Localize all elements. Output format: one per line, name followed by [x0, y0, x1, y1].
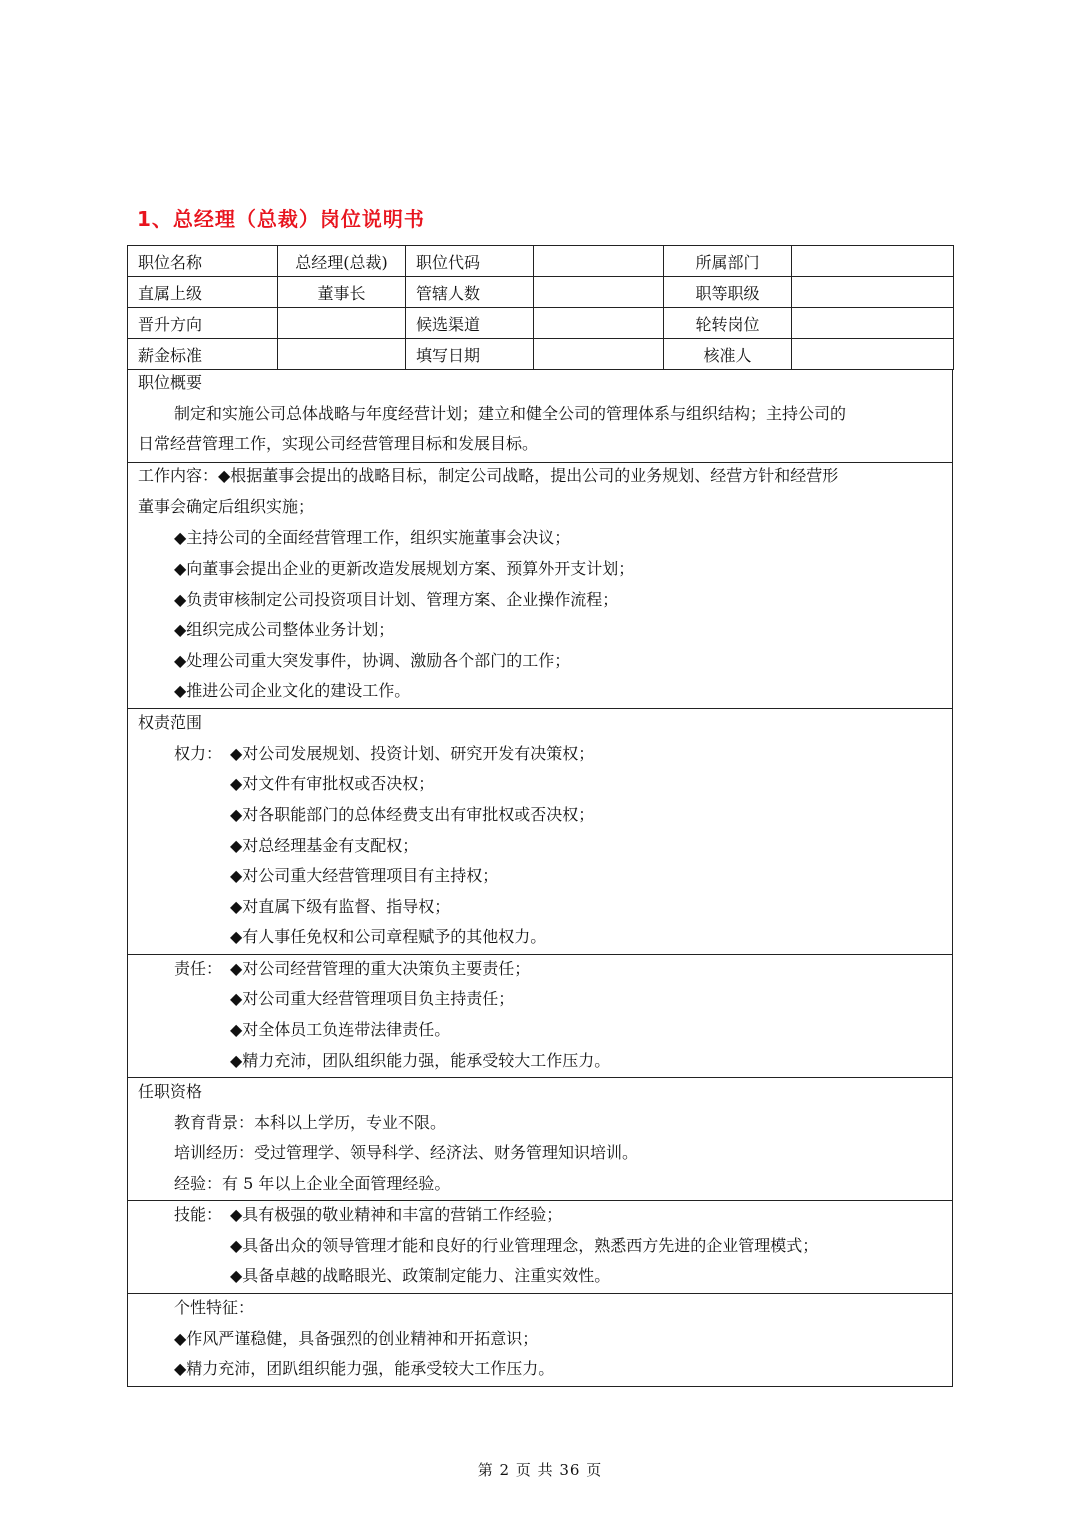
list-item: ◆具备出众的领导管理才能和良好的行业管理理念，熟悉西方先进的企业管理模式； — [230, 1236, 819, 1255]
list-item: ◆具备卓越的战略眼光、政策制定能力、注重实效性。 — [230, 1266, 611, 1285]
overview-text: 制定和实施公司总体战略与年度经营计划；建立和健全公司的管理体系与组织结构；主持公司的 — [174, 404, 847, 423]
table-row — [128, 339, 954, 370]
field-value — [534, 277, 664, 308]
overview-text: 日常经营管理工作，实现公司经营管理目标和发展目标。 — [138, 434, 539, 453]
field-value — [534, 246, 664, 277]
list-item: ◆对直属下级有监督、指导权； — [230, 897, 451, 916]
field-label: 职位名称 — [128, 246, 278, 277]
list-item: ◆有人事任免权和公司章程赋予的其他权力。 — [230, 927, 547, 946]
section-heading: 个性特征： — [174, 1298, 255, 1317]
field-value — [278, 308, 406, 339]
training-text: 培训经历：受过管理学、领导科学、经济法、财务管理知识培训。 — [174, 1143, 639, 1162]
power-label: 权力： — [174, 744, 223, 763]
field-label: 核准人 — [664, 339, 792, 370]
field-label: 候选渠道 — [406, 308, 534, 339]
table-row — [128, 277, 954, 308]
field-value — [534, 308, 664, 339]
field-label: 职位代码 — [406, 246, 534, 277]
page-number: 第 2 页 共 36 页 — [477, 1461, 603, 1479]
list-item: ◆对公司发展规划、投资计划、研究开发有决策权； — [230, 744, 595, 763]
field-value — [792, 277, 954, 308]
field-value — [534, 339, 664, 370]
list-item: ◆对全体员工负连带法律责任。 — [230, 1020, 451, 1039]
responsibility-section — [127, 955, 953, 1078]
skills-label: 技能： — [174, 1205, 223, 1224]
work-content-section — [127, 463, 953, 709]
field-value — [792, 339, 954, 370]
field-value: 总经理(总裁) — [278, 246, 406, 277]
field-value — [278, 339, 406, 370]
education-text: 教育背景：本科以上学历，专业不限。 — [174, 1113, 447, 1132]
field-label: 职等职级 — [664, 277, 792, 308]
document-title: 1、总经理（总裁）岗位说明书 — [137, 207, 425, 231]
field-label: 填写日期 — [406, 339, 534, 370]
list-item: ◆组织完成公司整体业务计划； — [174, 620, 395, 639]
field-label: 管辖人数 — [406, 277, 534, 308]
list-item: ◆精力充沛，团队组织能力强，能承受较大工作压力。 — [230, 1051, 611, 1070]
list-item: ◆主持公司的全面经营管理工作，组织实施董事会决议； — [174, 528, 571, 547]
list-item: ◆对公司经营管理的重大决策负主要责任； — [230, 959, 531, 978]
list-item: ◆精力充沛，团趴组织能力强，能承受较大工作压力。 — [174, 1359, 555, 1378]
list-item: ◆向董事会提出企业的更新改造发展规划方案、预算外开支计划； — [174, 559, 635, 578]
personality-section — [127, 1294, 953, 1387]
section-heading: 职位概要 — [138, 373, 203, 392]
list-item: ◆作风严谨稳健，具备强烈的创业精神和开拓意识； — [174, 1329, 539, 1348]
table-row — [128, 308, 954, 339]
field-label: 薪金标准 — [128, 339, 278, 370]
position-info-table — [127, 245, 954, 370]
field-label: 所属部门 — [664, 246, 792, 277]
list-item: ◆对各职能部门的总体经费支出有审批权或否决权； — [230, 805, 595, 824]
overview-section — [127, 369, 953, 463]
field-label: 轮转岗位 — [664, 308, 792, 339]
list-item: ◆对总经理基金有支配权； — [230, 836, 419, 855]
qualification-section — [127, 1078, 953, 1201]
authority-section — [127, 709, 953, 955]
field-value: 董事长 — [278, 277, 406, 308]
list-item: ◆处理公司重大突发事件，协调、激励各个部门的工作； — [174, 651, 571, 670]
work-content-text: 董事会确定后组织实施； — [138, 497, 315, 516]
experience-text: 经验：有 5 年以上企业全面管理经验。 — [174, 1174, 451, 1193]
field-label: 晋升方向 — [128, 308, 278, 339]
list-item: ◆对公司重大经营管理项目有主持权； — [230, 866, 499, 885]
list-item: ◆对公司重大经营管理项目负主持责任； — [230, 989, 515, 1008]
responsibility-label: 责任： — [174, 959, 223, 978]
list-item: ◆具有极强的敬业精神和丰富的营销工作经验； — [230, 1205, 563, 1224]
list-item: ◆对文件有审批权或否决权； — [230, 774, 435, 793]
section-heading: 权责范围 — [138, 713, 203, 732]
table-row — [128, 246, 954, 277]
list-item: ◆推进公司企业文化的建设工作。 — [174, 681, 411, 700]
field-value — [792, 308, 954, 339]
list-item: ◆负责审核制定公司投资项目计划、管理方案、企业操作流程； — [174, 590, 619, 609]
field-value — [792, 246, 954, 277]
skills-section — [127, 1201, 953, 1294]
field-label: 直属上级 — [128, 277, 278, 308]
section-heading: 任职资格 — [138, 1082, 203, 1101]
work-content-text: 工作内容：◆根据董事会提出的战略目标，制定公司战略，提出公司的业务规划、经营方针和经营形 — [138, 466, 839, 485]
